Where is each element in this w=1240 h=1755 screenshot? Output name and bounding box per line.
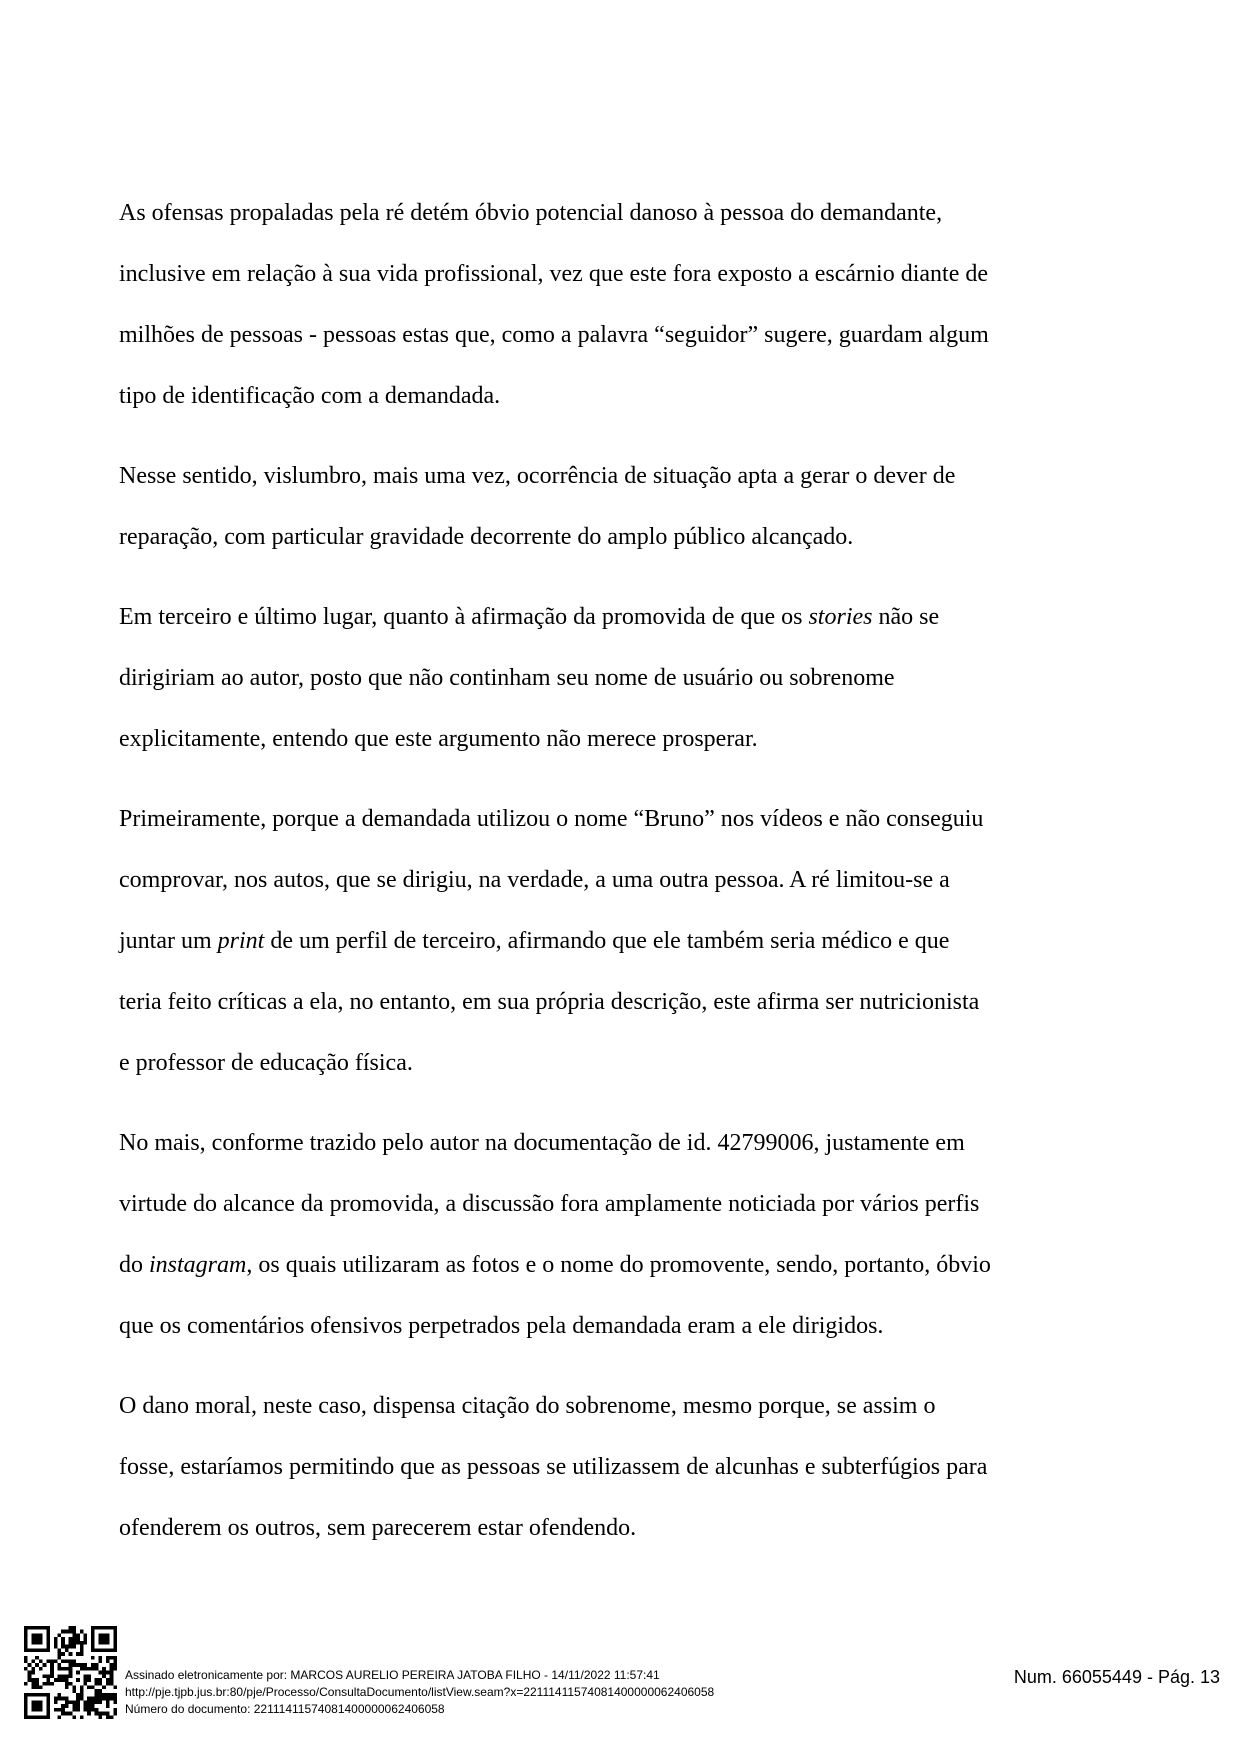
text-segment: Nesse sentido, vislumbro, mais uma vez, ocorrência de situação apta a gerar o dever de	[119, 463, 956, 489]
text-line	[119, 305, 1064, 366]
text-segment: e professor de educação física.	[119, 1050, 413, 1076]
text-segment: tipo de identificação com a demandada.	[119, 383, 501, 409]
text-line	[119, 911, 1064, 972]
text-segment: comprovar, nos autos, que se dirigiu, na verdade, a uma outra pessoa. A ré limitou-se a	[119, 867, 950, 893]
text-line	[119, 1437, 1064, 1498]
paragraph	[119, 446, 1064, 568]
text-segment: virtude do alcance da promovida, a discussão fora amplamente noticiada por vários perfis	[119, 1191, 980, 1217]
text-segment: que os comentários ofensivos perpetrados pela demandada eram a ele dirigidos.	[119, 1313, 884, 1339]
text-segment: fosse, estaríamos permitindo que as pessoas se utilizassem de alcunhas e subterfúgios para	[119, 1454, 988, 1480]
text-segment: Em terceiro e último lugar, quanto à afirmação da promovida de que os	[119, 604, 809, 630]
text-segment: inclusive em relação à sua vida profissional, vez que este fora exposto a escárnio diante de	[119, 261, 988, 287]
text-segment: Primeiramente, porque a demandada utilizou o nome “Bruno” nos vídeos e não conseguiu	[119, 806, 984, 832]
qr-code-icon	[24, 1626, 117, 1719]
text-line	[119, 1376, 1064, 1437]
text-segment: ofenderem os outros, sem parecerem estar ofendendo.	[119, 1515, 637, 1541]
text-segment: milhões de pessoas - pessoas estas que, como a palavra “seguidor” sugere, guardam algum	[119, 322, 989, 348]
paragraph	[119, 1113, 1064, 1357]
text-line	[119, 709, 1064, 770]
paragraph	[119, 1376, 1064, 1559]
text-segment: explicitamente, entendo que este argumento não merece prosperar.	[119, 726, 758, 752]
text-segment: teria feito críticas a ela, no entanto, em sua própria descrição, este afirma ser nutricionista	[119, 989, 980, 1015]
text-segment: , os quais utilizaram as fotos e o nome do promovente, sendo, portanto, óbvio	[246, 1252, 991, 1278]
text-line	[119, 244, 1064, 305]
italic-term: instagram	[149, 1252, 247, 1278]
signed-by-text: Assinado eletronicamente por: MARCOS AURELIO PEREIRA JATOBA FILHO - 14/11/2022 11:57:41	[125, 1668, 660, 1682]
text-line	[119, 972, 1064, 1033]
document-url-link[interactable]: http://pje.tjpb.jus.br:80/pje/Processo/ConsultaDocumento/listView.seam?x=22111411574081400000062406058	[125, 1685, 715, 1699]
text-line	[119, 183, 1064, 244]
italic-term: print	[217, 928, 265, 954]
text-line	[119, 1498, 1064, 1559]
text-line	[119, 789, 1064, 850]
text-segment: não se	[872, 604, 940, 630]
text-line	[119, 587, 1064, 648]
text-segment: juntar um	[119, 928, 218, 954]
text-line	[119, 1113, 1064, 1174]
text-line	[119, 1174, 1064, 1235]
document-number-text: Número do documento: 22111411574081400000062406058	[125, 1702, 445, 1716]
text-segment: dirigiriam ao autor, posto que não continham seu nome de usuário ou sobrenome	[119, 665, 895, 691]
paragraph	[119, 183, 1064, 427]
text-segment: de um perfil de terceiro, afirmando que ele também seria médico e que	[264, 928, 950, 954]
paragraph	[119, 789, 1064, 1094]
paragraph	[119, 587, 1064, 770]
text-segment: No mais, conforme trazido pelo autor na documentação de id. 42799006, justamente em	[119, 1130, 965, 1156]
signature-info	[125, 1667, 714, 1718]
text-segment: reparação, com particular gravidade decorrente do amplo público alcançado.	[119, 524, 854, 550]
text-line	[119, 1235, 1064, 1296]
text-segment: do	[119, 1252, 149, 1278]
text-segment: As ofensas propaladas pela ré detém óbvio potencial danoso à pessoa do demandante,	[119, 200, 943, 226]
text-line	[119, 648, 1064, 709]
italic-term: stories	[808, 604, 873, 630]
document-body	[119, 183, 1064, 1578]
text-line	[119, 850, 1064, 911]
text-segment: O dano moral, neste caso, dispensa citação do sobrenome, mesmo porque, se assim o	[119, 1393, 936, 1419]
text-line	[119, 507, 1064, 568]
text-line	[119, 446, 1064, 507]
page-number: Num. 66055449 - Pág. 13	[1013, 1667, 1220, 1687]
signature-footer	[24, 1626, 1224, 1738]
text-line	[119, 1033, 1064, 1094]
text-line	[119, 366, 1064, 427]
text-line	[119, 1296, 1064, 1357]
